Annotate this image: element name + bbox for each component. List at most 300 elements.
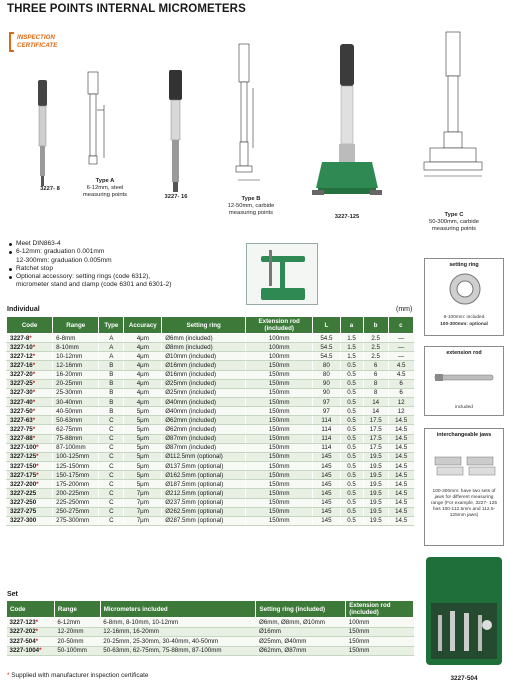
table-cell: 150mm	[246, 471, 313, 480]
individual-spec-table	[6, 316, 414, 526]
table-row	[7, 379, 414, 388]
table-cell: C	[99, 443, 124, 452]
table-cell: 275-300mm	[53, 516, 99, 525]
table-cell: 97	[313, 397, 340, 406]
table-cell: 0.5	[340, 425, 363, 434]
table-cell: 75-88mm	[53, 434, 99, 443]
extension-rod-title: extension rod	[446, 350, 482, 356]
caption-type-a	[74, 178, 136, 199]
table-cell: 14.5	[388, 471, 413, 480]
table-cell: 150mm	[246, 370, 313, 379]
table-cell: 5μm	[124, 461, 162, 470]
table-row	[7, 452, 414, 461]
type-b-drawing	[236, 44, 260, 180]
table-cell: A	[99, 334, 124, 343]
table-cell: 150mm	[246, 443, 313, 452]
table-cell: 145	[313, 498, 340, 507]
certificate-star: *	[35, 618, 39, 626]
table-cell: 150mm	[246, 407, 313, 416]
table-row	[7, 443, 414, 452]
feature-item: micrometer stand and clamp (code 6301 and 6301-2)	[16, 281, 172, 289]
table-cell: C	[99, 471, 124, 480]
column-header: Setting ring (included)	[256, 601, 346, 618]
table-cell: 5μm	[124, 425, 162, 434]
table-cell: 0.5	[340, 443, 363, 452]
table-cell: A	[99, 343, 124, 352]
table-cell: C	[99, 452, 124, 461]
table-cell: 8	[363, 379, 388, 388]
table-cell: 14.5	[388, 461, 413, 470]
interchangeable-jaws-box	[424, 428, 504, 546]
table-cell: Ø187.5mm (optional)	[162, 480, 246, 489]
table-cell: 0.5	[340, 434, 363, 443]
table-cell: 0.5	[340, 489, 363, 498]
page-title: THREE POINTS INTERNAL MICROMETERS	[7, 3, 246, 15]
table-cell: 0.5	[340, 370, 363, 379]
table-cell: 40-50mm	[53, 407, 99, 416]
table-cell: 0.5	[340, 379, 363, 388]
table-cell: C	[99, 498, 124, 507]
table-cell: 12-20mm	[54, 627, 100, 637]
table-cell: 114	[313, 425, 340, 434]
table-cell: 150mm	[246, 498, 313, 507]
table-cell: 5μm	[124, 471, 162, 480]
certificate-star: *	[32, 380, 36, 388]
code-cell: 3227-225	[7, 489, 53, 498]
column-header: Range	[54, 601, 100, 618]
column-header: Code	[7, 317, 53, 334]
code-cell: 3227-10*	[7, 343, 53, 352]
table-cell: 14	[363, 397, 388, 406]
table-cell: 90	[313, 379, 340, 388]
table-cell: C	[99, 434, 124, 443]
table-cell: 6-8mm, 8-10mm, 10-12mm	[100, 618, 256, 628]
table-cell: Ø25mm (included)	[162, 379, 246, 388]
table-cell: 0.5	[340, 498, 363, 507]
table-cell: 19.5	[363, 516, 388, 525]
set-label: Set	[7, 591, 18, 598]
column-header: Extension rod (included)	[246, 317, 313, 334]
table-cell: 14.5	[388, 489, 413, 498]
table-cell: 14	[363, 407, 388, 416]
table-cell: 1.5	[340, 334, 363, 343]
table-cell: 8	[363, 388, 388, 397]
table-cell: 0.5	[340, 461, 363, 470]
footnote-text: Supplied with manufacturer inspection certificate	[11, 672, 149, 679]
table-cell: 54.5	[313, 334, 340, 343]
micrometer-stand-image	[246, 243, 318, 305]
setting-ring-note-2: 100-300mm: optional	[440, 322, 488, 327]
table-row	[7, 370, 414, 379]
feature-item: Ratchet stop	[8, 265, 171, 273]
table-cell: 25-30mm	[53, 388, 99, 397]
code-cell: 3227-100*	[7, 443, 53, 452]
table-cell: Ø25mm (included)	[162, 388, 246, 397]
table-cell: 4.5	[388, 370, 413, 379]
table-cell: 19.5	[363, 498, 388, 507]
table-cell: 2.5	[363, 352, 388, 361]
table-row	[7, 471, 414, 480]
table-cell: 0.5	[340, 480, 363, 489]
table-row	[7, 416, 414, 425]
table-cell: Ø16mm	[256, 627, 346, 637]
table-cell: 14.5	[388, 507, 413, 516]
footnote	[7, 672, 148, 679]
table-cell: 90	[313, 388, 340, 397]
table-row	[7, 516, 414, 525]
table-cell: 100mm	[246, 352, 313, 361]
table-cell: 19.5	[363, 452, 388, 461]
table-cell: 114	[313, 416, 340, 425]
table-cell: C	[99, 507, 124, 516]
table-cell: C	[99, 516, 124, 525]
table-cell: 150mm	[246, 397, 313, 406]
table-row	[7, 498, 414, 507]
table-cell: 2.5	[363, 343, 388, 352]
setting-ring-icon	[447, 271, 483, 307]
feature-item: 6-12mm: graduation 0.001mm	[8, 248, 171, 256]
table-row	[7, 334, 414, 343]
table-cell: Ø162.5mm (optional)	[162, 471, 246, 480]
table-cell: 225-250mm	[53, 498, 99, 507]
table-cell: 12-16mm	[53, 361, 99, 370]
table-row	[7, 343, 414, 352]
jaws-note: 100-300mm: have two sets of jaws for different measuring range (For example, 3227- 125 has 100-112.5mm and 112.5-125mm jaws)	[430, 489, 498, 518]
table-cell: 20-50mm	[54, 637, 100, 647]
table-cell: A	[99, 352, 124, 361]
table-cell: 19.5	[363, 489, 388, 498]
table-cell: 100mm	[246, 343, 313, 352]
table-cell: Ø87mm (included)	[162, 434, 246, 443]
code-cell: 3227-50*	[7, 407, 53, 416]
column-header: L	[313, 317, 340, 334]
table-cell: 125-150mm	[53, 461, 99, 470]
table-cell: 100-125mm	[53, 452, 99, 461]
table-cell: 4μm	[124, 361, 162, 370]
table-row	[7, 646, 414, 656]
code-cell: 3227-12*	[7, 352, 53, 361]
kit-code-label: 3227-504	[450, 675, 478, 682]
caption-type-b	[218, 196, 284, 217]
table-row	[7, 352, 414, 361]
table-cell: C	[99, 489, 124, 498]
table-cell: 150mm	[246, 416, 313, 425]
table-cell: 7μm	[124, 498, 162, 507]
code-cell: 3227-40*	[7, 397, 53, 406]
table-cell: Ø62mm (included)	[162, 425, 246, 434]
table-cell: 150mm	[246, 379, 313, 388]
table-cell: 97	[313, 407, 340, 416]
unit-label: (mm)	[396, 306, 413, 313]
table-cell: —	[388, 343, 413, 352]
table-cell: 1.5	[340, 352, 363, 361]
table-cell: 150mm	[346, 637, 414, 647]
type-a-desc: 6-12mm, steel measuring points	[82, 185, 128, 198]
certificate-star: *	[32, 352, 36, 360]
table-cell: 4μm	[124, 388, 162, 397]
table-cell: Ø16mm (included)	[162, 361, 246, 370]
table-cell: 17.5	[363, 434, 388, 443]
table-cell: 100mm	[346, 618, 414, 628]
table-cell: 4μm	[124, 370, 162, 379]
column-header: Micrometers included	[100, 601, 256, 618]
table-cell: 150mm	[246, 388, 313, 397]
table-cell: 16-20mm	[53, 370, 99, 379]
code-cell: 3227-1004*	[7, 646, 55, 656]
certificate-star: *	[32, 343, 36, 351]
table-row	[7, 489, 414, 498]
certificate-star: *	[36, 444, 39, 452]
column-header: Range	[53, 317, 99, 334]
table-cell: 6	[388, 379, 413, 388]
table-cell: 19.5	[363, 461, 388, 470]
code-cell: 3227-63*	[7, 416, 53, 425]
table-cell: 150mm	[246, 516, 313, 525]
table-cell: 7μm	[124, 516, 162, 525]
table-row	[7, 397, 414, 406]
code-cell: 3227-75*	[7, 425, 53, 434]
caption-type-c	[420, 212, 488, 233]
table-cell: 100mm	[246, 334, 313, 343]
table-cell: 14.5	[388, 452, 413, 461]
table-row	[7, 627, 414, 637]
table-cell: Ø112.5mm (optional)	[162, 452, 246, 461]
table-cell: B	[99, 397, 124, 406]
table-row	[7, 507, 414, 516]
table-cell: 4μm	[124, 379, 162, 388]
table-cell: Ø212.5mm (optional)	[162, 489, 246, 498]
table-cell: 14.5	[388, 516, 413, 525]
table-row	[7, 637, 414, 647]
certificate-star: *	[32, 361, 36, 369]
table-cell: 14.5	[388, 498, 413, 507]
table-cell: 14.5	[388, 416, 413, 425]
extension-rod-icon	[433, 367, 497, 389]
feature-item: Optional accessory: setting rings (code 6312),	[8, 273, 171, 281]
table-cell: Ø262.5mm (optional)	[162, 507, 246, 516]
code-cell: 3227-8*	[7, 334, 53, 343]
table-cell: 4μm	[124, 334, 162, 343]
table-cell: 54.5	[313, 343, 340, 352]
code-cell: 3227-300	[7, 516, 53, 525]
table-cell: 80	[313, 370, 340, 379]
table-cell: —	[388, 334, 413, 343]
certificate-star: *	[32, 435, 36, 443]
table-cell: 6	[388, 388, 413, 397]
table-cell: 4μm	[124, 352, 162, 361]
table-cell: 145	[313, 507, 340, 516]
table-cell: 145	[313, 516, 340, 525]
table-cell: 5μm	[124, 407, 162, 416]
table-cell: 145	[313, 480, 340, 489]
certificate-star: *	[35, 628, 39, 636]
type-b-label: Type B	[241, 196, 261, 202]
setting-ring-title: setting ring	[449, 262, 479, 268]
table-cell: 175-200mm	[53, 480, 99, 489]
table-cell: 6	[363, 361, 388, 370]
table-cell: 150mm	[246, 480, 313, 489]
certificate-star: *	[36, 471, 39, 479]
product-code-3227-125: 3227-125	[334, 214, 360, 220]
table-row	[7, 480, 414, 489]
certificate-line2: CERTIFICATE	[17, 42, 58, 49]
table-cell: 20-25mm, 25-30mm, 30-40mm, 40-50mm	[100, 637, 256, 647]
type-a-drawing	[88, 72, 104, 164]
table-cell: Ø62mm, Ø87mm	[256, 646, 346, 656]
code-cell: 3227-202*	[7, 627, 55, 637]
caption-3227-8	[30, 186, 70, 193]
table-cell: 150mm	[246, 452, 313, 461]
code-cell: 3227-88*	[7, 434, 53, 443]
table-cell: C	[99, 461, 124, 470]
table-cell: 150mm	[246, 361, 313, 370]
table-cell: 30-40mm	[53, 397, 99, 406]
feature-list	[8, 240, 171, 290]
column-header: Code	[7, 601, 55, 618]
table-cell: 4.5	[388, 361, 413, 370]
table-cell: 8-10mm	[53, 343, 99, 352]
table-cell: 150mm	[246, 507, 313, 516]
table-cell: 0.5	[340, 397, 363, 406]
setting-ring-box	[424, 258, 504, 336]
code-cell: 3227-250	[7, 498, 53, 507]
table-cell: 50-63mm, 62-75mm, 75-88mm, 87-100mm	[100, 646, 256, 656]
code-cell: 3227-275	[7, 507, 53, 516]
column-header: Type	[99, 317, 124, 334]
table-cell: Ø16mm (included)	[162, 370, 246, 379]
table-cell: 6	[363, 370, 388, 379]
table-cell: 17.5	[363, 416, 388, 425]
certificate-star: *	[32, 416, 36, 424]
column-header: Extension rod (included)	[346, 601, 414, 618]
code-cell: 3227-150*	[7, 461, 53, 470]
table-cell: B	[99, 361, 124, 370]
table-cell: 0.5	[340, 361, 363, 370]
table-cell: Ø40mm (included)	[162, 397, 246, 406]
table-cell: 10-12mm	[53, 352, 99, 361]
table-cell: 19.5	[363, 507, 388, 516]
table-cell: 6-8mm	[53, 334, 99, 343]
table-row	[7, 618, 414, 628]
table-cell: 5μm	[124, 434, 162, 443]
table-cell: 87-100mm	[53, 443, 99, 452]
extension-rod-box	[424, 346, 504, 416]
table-cell: C	[99, 480, 124, 489]
table-cell: 4μm	[124, 343, 162, 352]
table-cell: 150mm	[246, 425, 313, 434]
table-cell: Ø87mm (included)	[162, 443, 246, 452]
certificate-star: *	[36, 453, 39, 461]
certificate-star: *	[32, 407, 36, 415]
table-cell: 114	[313, 443, 340, 452]
certificate-star: *	[29, 334, 32, 342]
code-cell: 3227-25*	[7, 379, 53, 388]
caption-3227-16	[154, 194, 198, 201]
table-cell: 145	[313, 452, 340, 461]
table-cell: 14.5	[388, 434, 413, 443]
jaws-icon	[431, 443, 499, 483]
table-cell: B	[99, 379, 124, 388]
type-c-desc: 50-300mm, carbide measuring points	[429, 219, 479, 232]
table-cell: 150mm	[346, 646, 414, 656]
code-cell: 3227-125*	[7, 452, 53, 461]
table-cell: 0.5	[340, 471, 363, 480]
column-header: Accuracy	[124, 317, 162, 334]
table-cell: 12-16mm, 16-20mm	[100, 627, 256, 637]
table-cell: 150mm	[346, 627, 414, 637]
table-cell: 150mm	[246, 461, 313, 470]
product-code-3227-8: 3227- 8	[40, 186, 60, 192]
table-cell: 6-12mm	[54, 618, 100, 628]
table-cell: Ø6mm, Ø8mm, Ø10mm	[256, 618, 346, 628]
table-cell: Ø25mm, Ø40mm	[256, 637, 346, 647]
table-cell: 7μm	[124, 489, 162, 498]
table-cell: 19.5	[363, 480, 388, 489]
table-cell: 2.5	[363, 334, 388, 343]
table-cell: 0.5	[340, 416, 363, 425]
table-cell: Ø10mm (included)	[162, 352, 246, 361]
table-cell: 145	[313, 489, 340, 498]
table-cell: 0.5	[340, 388, 363, 397]
setting-ring-note-1: 6-100mm: included	[443, 315, 485, 320]
certificate-star: *	[36, 480, 39, 488]
table-cell: 54.5	[313, 352, 340, 361]
table-cell: Ø287.5mm (optional)	[162, 516, 246, 525]
table-cell: 0.5	[340, 407, 363, 416]
type-c-drawing	[424, 32, 482, 176]
certificate-line1: INSPECTION	[17, 34, 55, 41]
table-cell: —	[388, 352, 413, 361]
certificate-star: *	[32, 398, 36, 406]
certificate-star: *	[36, 462, 39, 470]
code-cell: 3227-16*	[7, 361, 53, 370]
footnote-star: *	[7, 672, 10, 679]
table-cell: 5μm	[124, 452, 162, 461]
table-cell: 20-25mm	[53, 379, 99, 388]
table-cell: B	[99, 370, 124, 379]
table-row	[7, 425, 414, 434]
table-cell: 150-175mm	[53, 471, 99, 480]
table-cell: 200-225mm	[53, 489, 99, 498]
table-cell: 12	[388, 407, 413, 416]
code-cell: 3227-20*	[7, 370, 53, 379]
table-cell: 80	[313, 361, 340, 370]
micrometer-3227-16-image	[169, 70, 182, 192]
certificate-star: *	[32, 371, 36, 379]
table-cell: 19.5	[363, 471, 388, 480]
table-cell: 12	[388, 397, 413, 406]
table-cell: Ø237.5mm (optional)	[162, 498, 246, 507]
micrometer-3227-125-image	[312, 44, 382, 195]
micrometer-3227-8-image	[38, 80, 47, 186]
table-cell: 150mm	[246, 489, 313, 498]
table-cell: Ø40mm (included)	[162, 407, 246, 416]
code-cell: 3227-504*	[7, 637, 55, 647]
table-cell: 7μm	[124, 507, 162, 516]
column-header: c	[388, 317, 413, 334]
table-cell: 250-275mm	[53, 507, 99, 516]
type-a-label: Type A	[95, 178, 115, 184]
table-cell: 145	[313, 461, 340, 470]
micrometer-set-case-image	[424, 555, 504, 667]
set-spec-table	[6, 600, 414, 656]
table-cell: 145	[313, 471, 340, 480]
table-cell: 5μm	[124, 480, 162, 489]
table-row	[7, 407, 414, 416]
certificate-star: *	[32, 425, 36, 433]
type-b-desc: 12-50mm, carbide measuring points	[227, 203, 275, 216]
table-cell: 150mm	[246, 434, 313, 443]
